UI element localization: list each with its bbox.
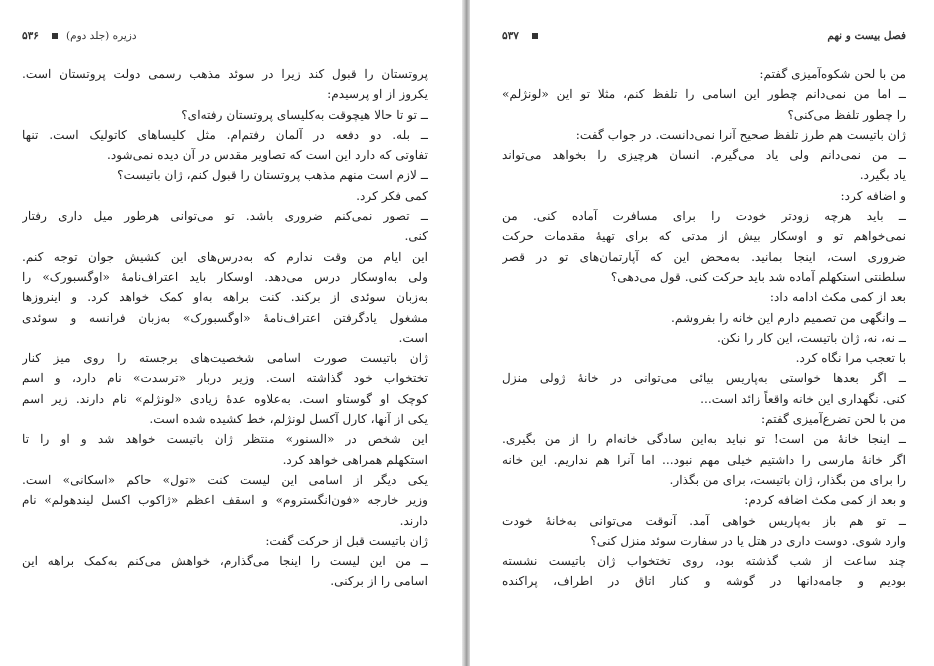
text-line: پروتستان را قبول کند زیرا در سوئد مذهب رسمی دولت پروتستان است. [22, 67, 428, 81]
text-line: استکهلم همراهی خواهد کرد. [282, 452, 428, 467]
text-line: ــ تو هم باز به‌پاریس خواهی آمد. آنوقت می‌توانی به‌خانهٔ خودت [502, 513, 906, 528]
text-line: کنی. [404, 229, 428, 244]
page-number: ۵۳۶ [22, 30, 39, 42]
text-line: یکی دیگر از اسامی این لیست کنت «تول» حاکم «اسکانی» است. [22, 472, 428, 487]
left-page [0, 0, 462, 666]
left-page-header [22, 30, 428, 52]
text-line: بعد از کمی مکث ادامه داد: [769, 290, 906, 305]
text-line: ــ تصور نمی‌کنم ضروری باشد. تو می‌توانی هرطور میل داری رفتار [22, 209, 428, 224]
text-line: ژان باتیست قبل از حرکت گفت: [265, 533, 428, 548]
text-line: ــ لازم است منهم مذهب پروتستان را قبول کنم، ژان باتیست؟ [117, 168, 428, 183]
text-line: سلطنتی استکهلم آماده شد باید حرکت کنی. قول می‌دهی؟ [610, 269, 906, 284]
book-spine [462, 0, 470, 666]
text-line: کمی فکر کرد. [356, 188, 428, 203]
right-page-header [502, 30, 906, 52]
text-line: این ایام من وقت ندارم که به‌درس‌های این کشیش جوان توجه کنم. [22, 249, 428, 264]
text-line: و بعد از کمی مکث اضافه کردم: [744, 493, 906, 508]
page-text [502, 64, 906, 592]
text-line: ــ تو تا حالا هیچوقت به‌کلیسای پروتستان رفته‌ای؟ [181, 107, 428, 122]
text-line: ــ نه، نه، ژان باتیست، این کار را نکن. [716, 330, 906, 345]
running-title: فصل بیست و نهم [827, 30, 906, 42]
right-page [470, 0, 934, 666]
text-line: ــ وانگهی من تصمیم دارم این خانه را بفروشم. [670, 310, 906, 325]
text-line: ــ اما من نمی‌دانم چطور این اسامی را تلفظ کنم، مثلا تو این «لونژلم» [502, 87, 906, 102]
text-line: وزیر خارجه «فون‌انگستروم» و اسقف اعظم «ژاکوب اکسل لیندهولم» نام [22, 493, 428, 508]
text-line: اگر خانهٔ مارسی را داشتیم خیلی مهم نبود... اما آنرا هم نداریم. این خانه [502, 452, 906, 467]
text-line: دارند. [399, 513, 428, 528]
text-line: ژان باتیست هم طرز تلفظ صحیح آنرا نمی‌دانست. در جواب گفت: [575, 127, 906, 142]
text-line: چند ساعت از شب گذشته بود، روی تختخواب ژان باتیست نشسته [502, 554, 906, 569]
text-line: کوچک او گوستاو است. به‌علاوه عدهٔ زیادی «لونژلم» نام دارند. زیر اسم [22, 391, 428, 406]
text-line: یکروز از او پرسیدم: [327, 87, 428, 102]
text-line: را چطور تلفظ می‌کنی؟ [787, 107, 906, 122]
running-title: دزیره (جلد دوم) [66, 30, 137, 42]
text-line: ــ من این لیست را اینجا می‌گذارم، خواهش می‌کنم به‌کمک براهه این [22, 554, 428, 569]
text-line: من با لحن شکوه‌آمیزی گفتم: [759, 67, 906, 81]
text-line: است. [398, 330, 428, 345]
text-line: ولی به‌اوسکار درس می‌دهد. اوسکار باید اعتراف‌نامهٔ «اوگسبورک» را [22, 269, 428, 284]
text-line: یاد بگیرد. [859, 168, 906, 183]
text-line: تختخواب خود گذاشته است. وزیر دربار «ترسدت» نام دارد، و اسم [22, 371, 428, 386]
square-bullet-icon [532, 33, 538, 39]
text-line: و اضافه کرد: [840, 188, 906, 203]
text-line: ــ باید هرچه زودتر خودت را برای مسافرت آماده کنی. من [502, 209, 906, 224]
text-line: ــ اگر بعدها خواستی به‌پاریس بیائی می‌توانی در خانهٔ ژولی منزل [502, 371, 906, 386]
text-line: ژان باتیست صورت اسامی شخصیت‌های برجسته را روی میز کنار [22, 351, 428, 366]
text-line: به‌زبان سوئدی از برکند. کنت براهه به‌او کمک خواهد کرد. و اینروزها [22, 290, 428, 305]
text-line: کنی. نگهداری این خانه واقعاً زائد است... [700, 391, 906, 406]
text-line: ــ اینجا خانهٔ من است! تو نباید به‌این سادگی خانه‌ام را از من بگیری. [502, 432, 906, 447]
text-line: نمی‌خواهم تو و اوسکار بیش از مدتی که برای تهیهٔ مقدمات حرکت [502, 229, 906, 244]
text-line: وارد شوی. دوست داری در هتل یا در سفارت سوئد منزل کنی؟ [590, 533, 906, 548]
text-line: یکی از آنها، کارل آکسل لونژلم، خط کشیده شده است. [149, 412, 428, 427]
text-line: را برای من بگذار، ژان باتیست، برای من بگذار. [669, 472, 906, 487]
text-line: مشغول یادگرفتن اعتراف‌نامهٔ «اوگسبورک» به‌زبان فرانسه و سوئدی [22, 310, 428, 325]
text-line: ــ من نمی‌دانم ولی یاد می‌گیرم. انسان هرچیزی را بخواهد می‌تواند [502, 148, 906, 163]
text-line: بودیم و جامه‌دانها در گوشه و کنار اتاق در اطراف، پراکنده [502, 574, 906, 589]
page-text [22, 64, 428, 592]
text-line: ــ بله. دو دفعه در آلمان رفتم‌ام. مثل کلیساهای کاتولیک است. تنها [22, 127, 428, 142]
text-line: من با لحن تضرع‌آمیزی گفتم: [761, 412, 906, 427]
text-line: اسامی را از برکنی. [330, 574, 428, 589]
square-bullet-icon [52, 33, 58, 39]
text-line: این شخص در «السنور» منتظر ژان باتیست خواهد شد و او را تا [22, 432, 428, 447]
text-line: با تعجب مرا نگاه کرد. [795, 351, 906, 366]
text-line: تفاوتی که دارد این است که تصاویر مقدس در آن دیده نمی‌شود. [106, 148, 428, 163]
text-line: ضروری است، اینجا بمانید. به‌محض این که آپارتمان‌های تو در قصر [502, 249, 906, 264]
page-number: ۵۳۷ [502, 30, 519, 42]
